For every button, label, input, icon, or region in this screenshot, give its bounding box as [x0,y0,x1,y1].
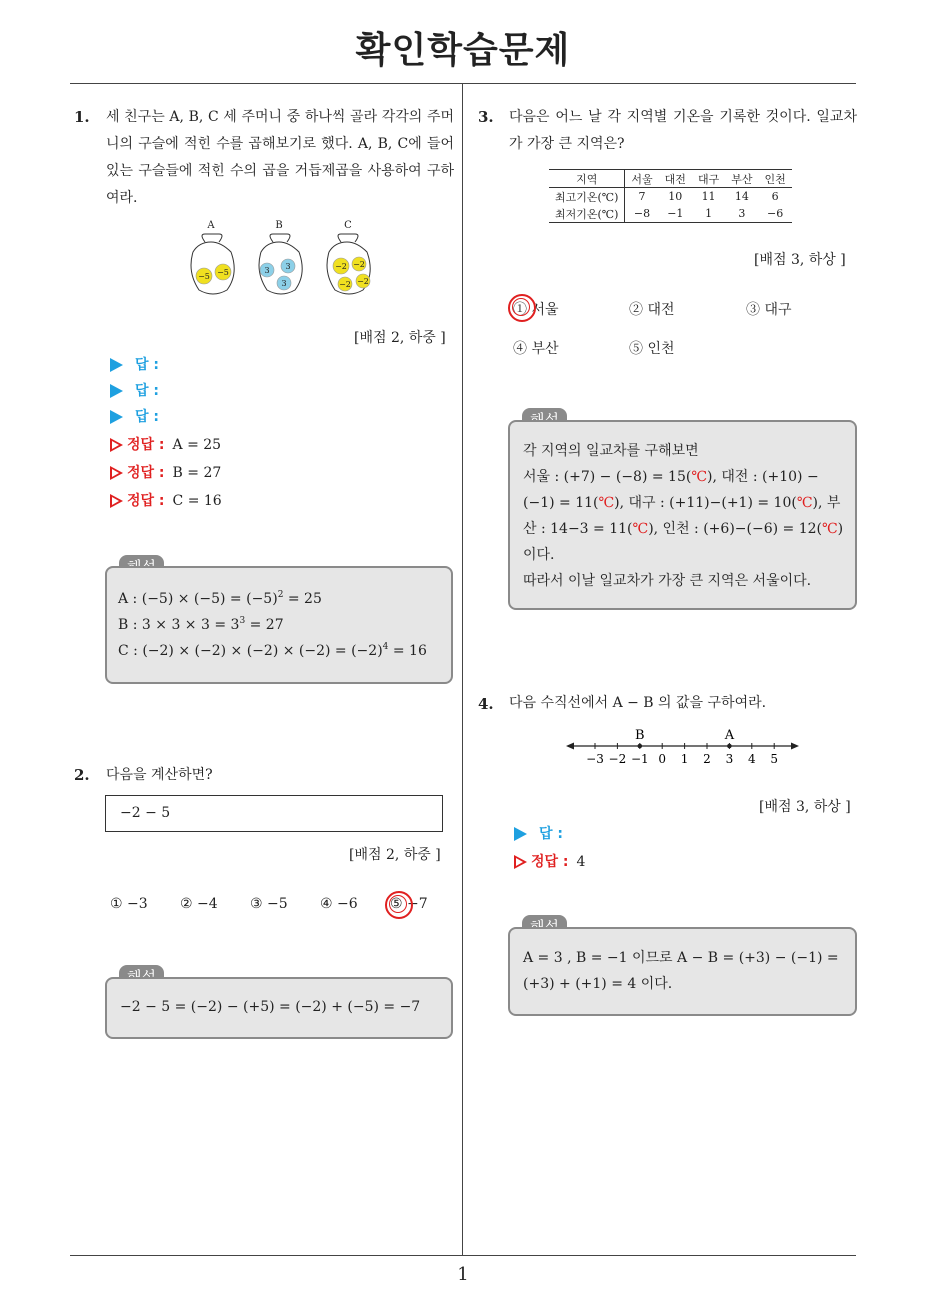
table-cell: 14 [734,190,749,203]
play-icon [110,384,123,398]
table-cell: −8 [625,205,659,223]
ball-b3: 3 [281,279,287,288]
q1-correct-answer-3 [110,490,222,512]
q2-number: 2. [74,766,90,784]
answer-label: 답 : [539,826,563,842]
table-cell: 최저기온(℃) [549,205,625,223]
table-header: 부산 [725,170,758,188]
bag-a-label: A [207,220,215,231]
q4-number-line [560,726,810,770]
q1-answer-blank-1 [110,354,159,376]
q1-solution-box [105,566,453,684]
q1-answer-blank-2 [110,380,159,402]
answer-value: A = 25 [172,437,222,453]
ball-b1: 3 [264,266,270,275]
q4-score: [배점 3, 하상 ] [759,799,851,815]
q2-text: 다음을 계산하면? [106,767,213,783]
solution-line: B : $3 \times 3 \times 3 = 3^3 = 27$ [118,616,284,633]
answer-label: 답 : [135,357,159,373]
q2-score: [배점 2, 하중 ] [349,847,441,863]
correct-label: 정답 : [531,854,569,870]
solution-line: 따라서 이날 일교차가 가장 큰 지역은 서울이다. [523,573,812,589]
q1-text: 세 친구는 A, B, C 세 주머니 중 하나씩 골라 각각의 주머니의 구슬에 적힌 수를 곱해보기로 했다. A, B, C에 들어있는 구슬들에 적힌 수의 곱을 거듭제곱을 사용하여 구하여라. [106,109,454,206]
q3-choice-4[interactable]: ④ 부산 [513,341,559,357]
ball-b2: 3 [285,262,291,271]
q4-solution-box [508,927,857,1016]
table-header: 대전 [659,170,692,188]
play-icon [514,827,527,841]
number-line-tick-label: 5 [770,752,779,766]
ball-c4: −2 [357,277,369,286]
answer-value: B = 27 [172,465,222,481]
solution-line: (+3) + (+1) = 4 이다. [523,976,673,992]
q3-choice-3[interactable]: ③ 대구 [746,302,792,318]
q1-bags-figure [183,218,383,302]
q1-correct-answer-2 [110,462,221,484]
q1-correct-answer-1 [110,434,221,456]
number-line-tick-label: 4 [747,752,756,766]
q3-score: [배점 3, 하상 ] [754,252,846,268]
ball-c1: −2 [335,262,347,271]
number-line-tick-label: 1 [680,752,689,766]
q3-temperature-table [549,169,792,223]
q3-choice-5[interactable]: ⑤ 인천 [629,341,675,357]
number-line-tick-label: −1 [630,752,649,766]
ball-c2: −2 [353,260,365,269]
q3-choice-1[interactable]: ① 서울 [513,302,559,318]
q3-solution-text [523,438,848,594]
q2-solution-box [105,977,453,1039]
solution-line: 이다. [523,547,555,563]
q2-choice-2[interactable]: ② −4 [180,896,218,912]
page-number: 1 [457,1264,469,1285]
selected-mark-icon [508,294,536,322]
q2-choice-4[interactable]: ④ −6 [320,896,358,912]
point-b-marker [638,744,643,749]
correct-label: 정답 : [127,465,165,481]
table-header-row [549,170,792,188]
table-header: 인천 [758,170,791,188]
solution-line: A : $(-5) \times (-5) = (-5)^2 = 25$ [118,590,322,607]
q2-choice-3[interactable]: ③ −5 [250,896,288,912]
q4-correct-answer [514,851,585,873]
table-cell: −1 [659,205,692,223]
table-cell: 3 [725,205,758,223]
bag-c-label: C [344,220,352,231]
bag-a-icon [191,234,234,294]
answer-value: C = 16 [172,493,222,509]
solution-line: 각 지역의 일교차를 구해보면 [523,443,699,459]
table-cell: 7 [638,190,646,203]
point-a-label: A [724,728,735,743]
answer-label: 답 : [135,409,159,425]
q4-solution-text [523,945,848,997]
q3-text: 다음은 어느 날 각 지역별 기온을 기록한 것이다. 일교차가 가장 큰 지역은? [509,109,857,152]
arrow-left-icon [566,743,574,750]
table-cell: 10 [668,190,683,203]
ball-c3: −2 [339,280,351,289]
q4-answer-blank [514,823,563,845]
outline-play-icon [110,466,123,480]
table-cell: −6 [758,205,791,223]
number-line-tick-label: 0 [658,752,667,766]
number-line-tick-label: −3 [586,752,604,766]
table-cell: 최고기온(℃) [549,188,625,206]
q2-expression-box: −2 − 5 [105,795,443,832]
solution-line: −2 − 5 = (−2) − (+5) = (−2) + (−5) = −7 [120,999,421,1015]
number-line-tick-label: 2 [703,752,711,766]
ball-a2: −5 [217,268,229,277]
outline-play-icon [110,438,123,452]
table-cell: 1 [692,205,725,223]
q1-number: 1. [74,108,90,126]
q2-choice-5[interactable]: ⑤ −7 [390,896,428,912]
answer-label: 답 : [135,383,159,399]
q1-score: [배점 2, 하중 ] [354,330,446,346]
top-rule [70,83,856,84]
table-cell: 6 [771,190,779,203]
table-header: 대구 [692,170,725,188]
q4-text: 다음 수직선에서 A − B 의 값을 구하여라. [509,695,767,711]
solution-line: C : $(-2) \times (-2) \times (-2) \times (-2) = (-2)^4 = 16$ [118,642,427,659]
q3-solution-box [508,420,857,610]
number-line-tick-label: 3 [725,752,734,766]
q4-number: 4. [478,695,494,713]
ball-a1: −5 [198,272,210,281]
column-divider [462,84,463,1256]
solution-line: A = 3 , B = −1 이므로 A − B = (+3) − (−1) = [523,950,839,966]
q1-answer-blank-3 [110,406,159,428]
table-header: 서울 [625,170,659,188]
correct-label: 정답 : [127,493,165,509]
outline-play-icon [110,494,123,508]
outline-play-icon [514,855,527,869]
selected-mark-icon [385,891,413,919]
number-line-tick-label: −2 [608,752,627,766]
solution-line: 서울 : (+7) − (−8) = 15(℃), 대전 : (+10) − [523,469,819,485]
answer-value: 4 [576,854,586,870]
table-cell: 11 [701,190,716,203]
bag-b-label: B [275,220,283,231]
play-icon [110,358,123,372]
arrow-right-icon [791,743,799,750]
q3-number: 3. [478,108,494,126]
solution-line: 산 : 14−3 = 11(℃), 인천 : (+6)−(−6) = 12(℃) [523,521,844,537]
table-row [549,188,792,206]
page-title: 확인학습문제 [355,30,571,71]
solution-line: (−1) = 11(℃), 대구 : (+11)−(+1) = 10(℃), 부 [523,495,841,511]
correct-label: 정답 : [127,437,165,453]
q3-choice-2[interactable]: ② 대전 [629,302,675,318]
bottom-rule [70,1255,856,1256]
q2-choice-1[interactable]: ① −3 [110,896,148,912]
point-a-marker [727,744,732,749]
table-header: 지역 [549,170,625,188]
play-icon [110,410,123,424]
table-row [549,205,792,223]
point-b-label: B [635,728,645,743]
